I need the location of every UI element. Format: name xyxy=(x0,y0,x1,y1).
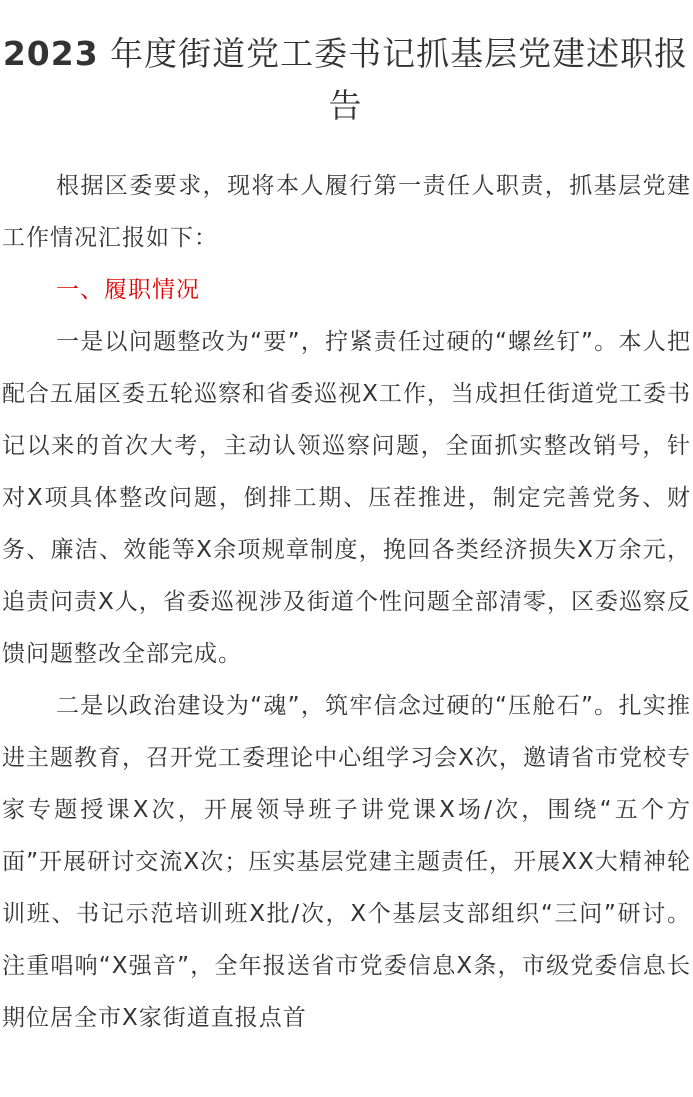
title-text: 年度街道党工委书记抓基层党建述职报告 xyxy=(110,34,689,125)
document-title xyxy=(2,28,689,132)
section-heading: 一、履职情况 xyxy=(56,277,200,303)
title-year: 2023 xyxy=(2,34,99,73)
document-body xyxy=(2,160,693,1044)
intro-paragraph: 根据区委要求，现将本人履行第一责任人职责，抓基层党建工作情况汇报如下： xyxy=(2,173,691,251)
paragraph-problem-rectification: 一是以问题整改为“要”，拧紧责任过硬的“螺丝钉”。本人把配合五届区委五轮巡察和省委巡视X工作，当成担任街道党工委书记以来的首次大考，主动认领巡察问题，全面抓实整改销号，针对X项具体整改问题，倒排工期、压茬推进，制定完善党务、财务、廉洁、效能等X余项规章制度，挽回各类经济损失X万余元，追责问责X人，省委巡视涉及街道个性问题全部清零，区委巡察反馈问题整改全部完成。 xyxy=(2,329,691,667)
paragraph-political-building: 二是以政治建设为“魂”，筑牢信念过硬的“压舱石”。扎实推进主题教育，召开党工委理论中心组学习会X次，邀请省市党校专家专题授课X次，开展领导班子讲党课X场/次，围绕“五个方面”开展研讨交流X次；压实基层党建主题责任，开展XX大精神轮训班、书记示范培训班X批/次，X个基层支部组织“三问”研讨。注重唱响“X强音”，全年报送省市党委信息X条，市级党委信息长期位居全市X家街道直报点首 xyxy=(2,693,691,1031)
